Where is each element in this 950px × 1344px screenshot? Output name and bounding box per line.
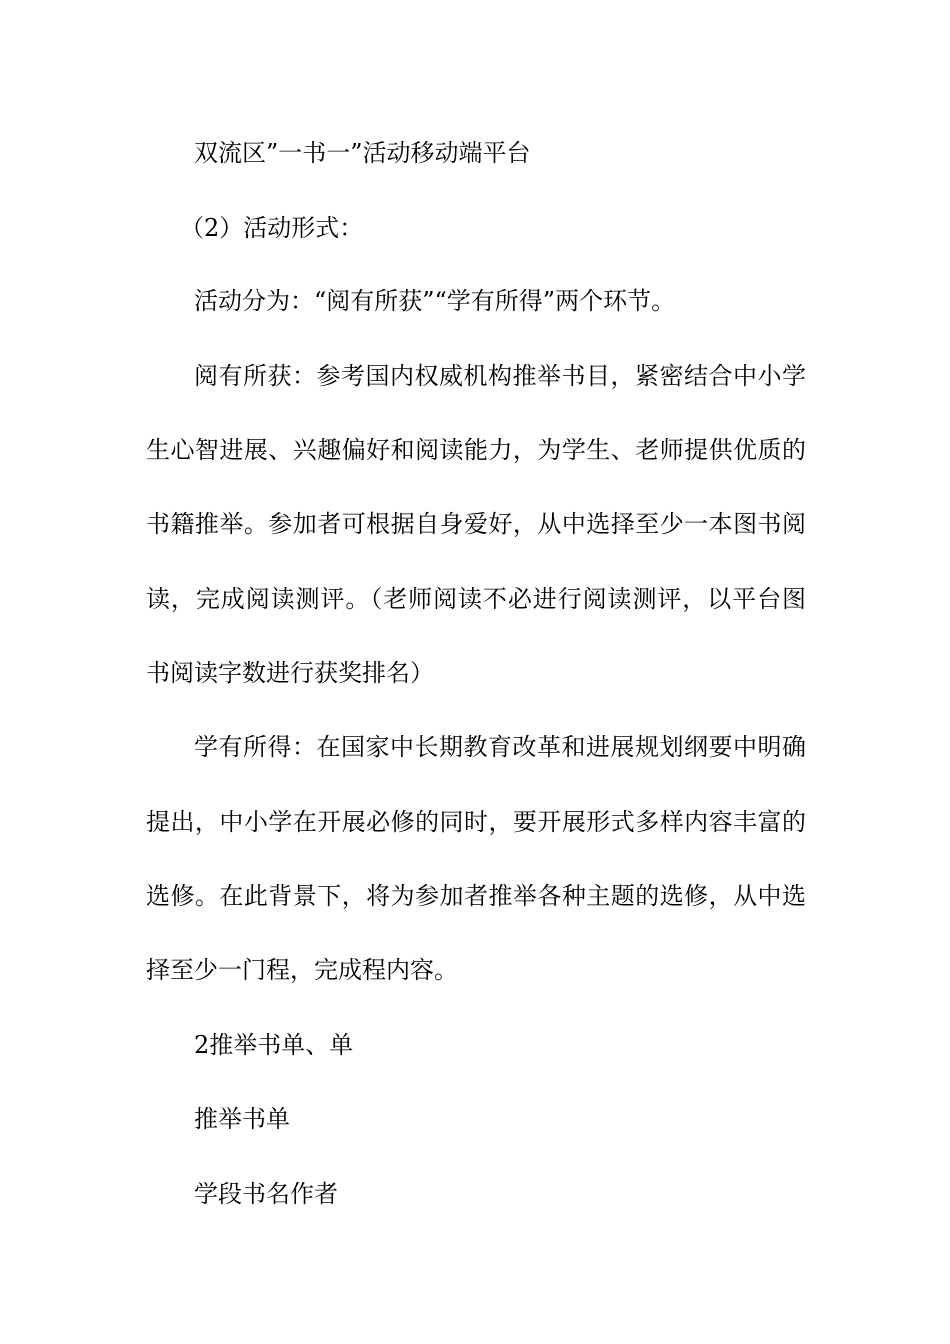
platform-heading: 双流区”一书一”活动移动端平台 xyxy=(194,139,531,167)
paragraph-reading-line-5: 书阅读字数进行获奖排名） xyxy=(146,659,434,687)
activity-form-heading: （2）活动形式： xyxy=(180,214,364,242)
booklist-section-heading: 2推举书单、单 xyxy=(194,1031,354,1059)
paragraph-learning-line-4: 择至少一门程，完成程内容。 xyxy=(146,956,458,984)
activity-parts-line: 活动分为：“阅有所获”“学有所得”两个环节。 xyxy=(194,287,676,315)
paragraph-reading-line-4: 读，完成阅读测评。（老师阅读不必进行阅读测评，以平台图 xyxy=(146,585,806,613)
paragraph-learning-line-3: 选修。在此背景下，将为参加者推举各种主题的选修，从中选 xyxy=(146,882,806,910)
paragraph-reading-line-1: 阅有所获：参考国内权威机构推举书目，紧密结合中小学 xyxy=(194,362,806,390)
booklist-table-header: 学段书名作者 xyxy=(194,1180,338,1208)
paragraph-learning-line-2: 提出，中小学在开展必修的同时，要开展形式多样内容丰富的 xyxy=(146,808,806,836)
paragraph-learning-line-1: 学有所得：在国家中长期教育改革和进展规划纲要中明确 xyxy=(194,733,806,761)
paragraph-reading-line-2: 生心智进展、兴趣偏好和阅读能力，为学生、老师提供优质的 xyxy=(146,436,806,464)
paragraph-reading-line-3: 书籍推举。参加者可根据自身爱好，从中选择至少一本图书阅 xyxy=(146,510,806,538)
booklist-title: 推举书单 xyxy=(194,1105,290,1133)
